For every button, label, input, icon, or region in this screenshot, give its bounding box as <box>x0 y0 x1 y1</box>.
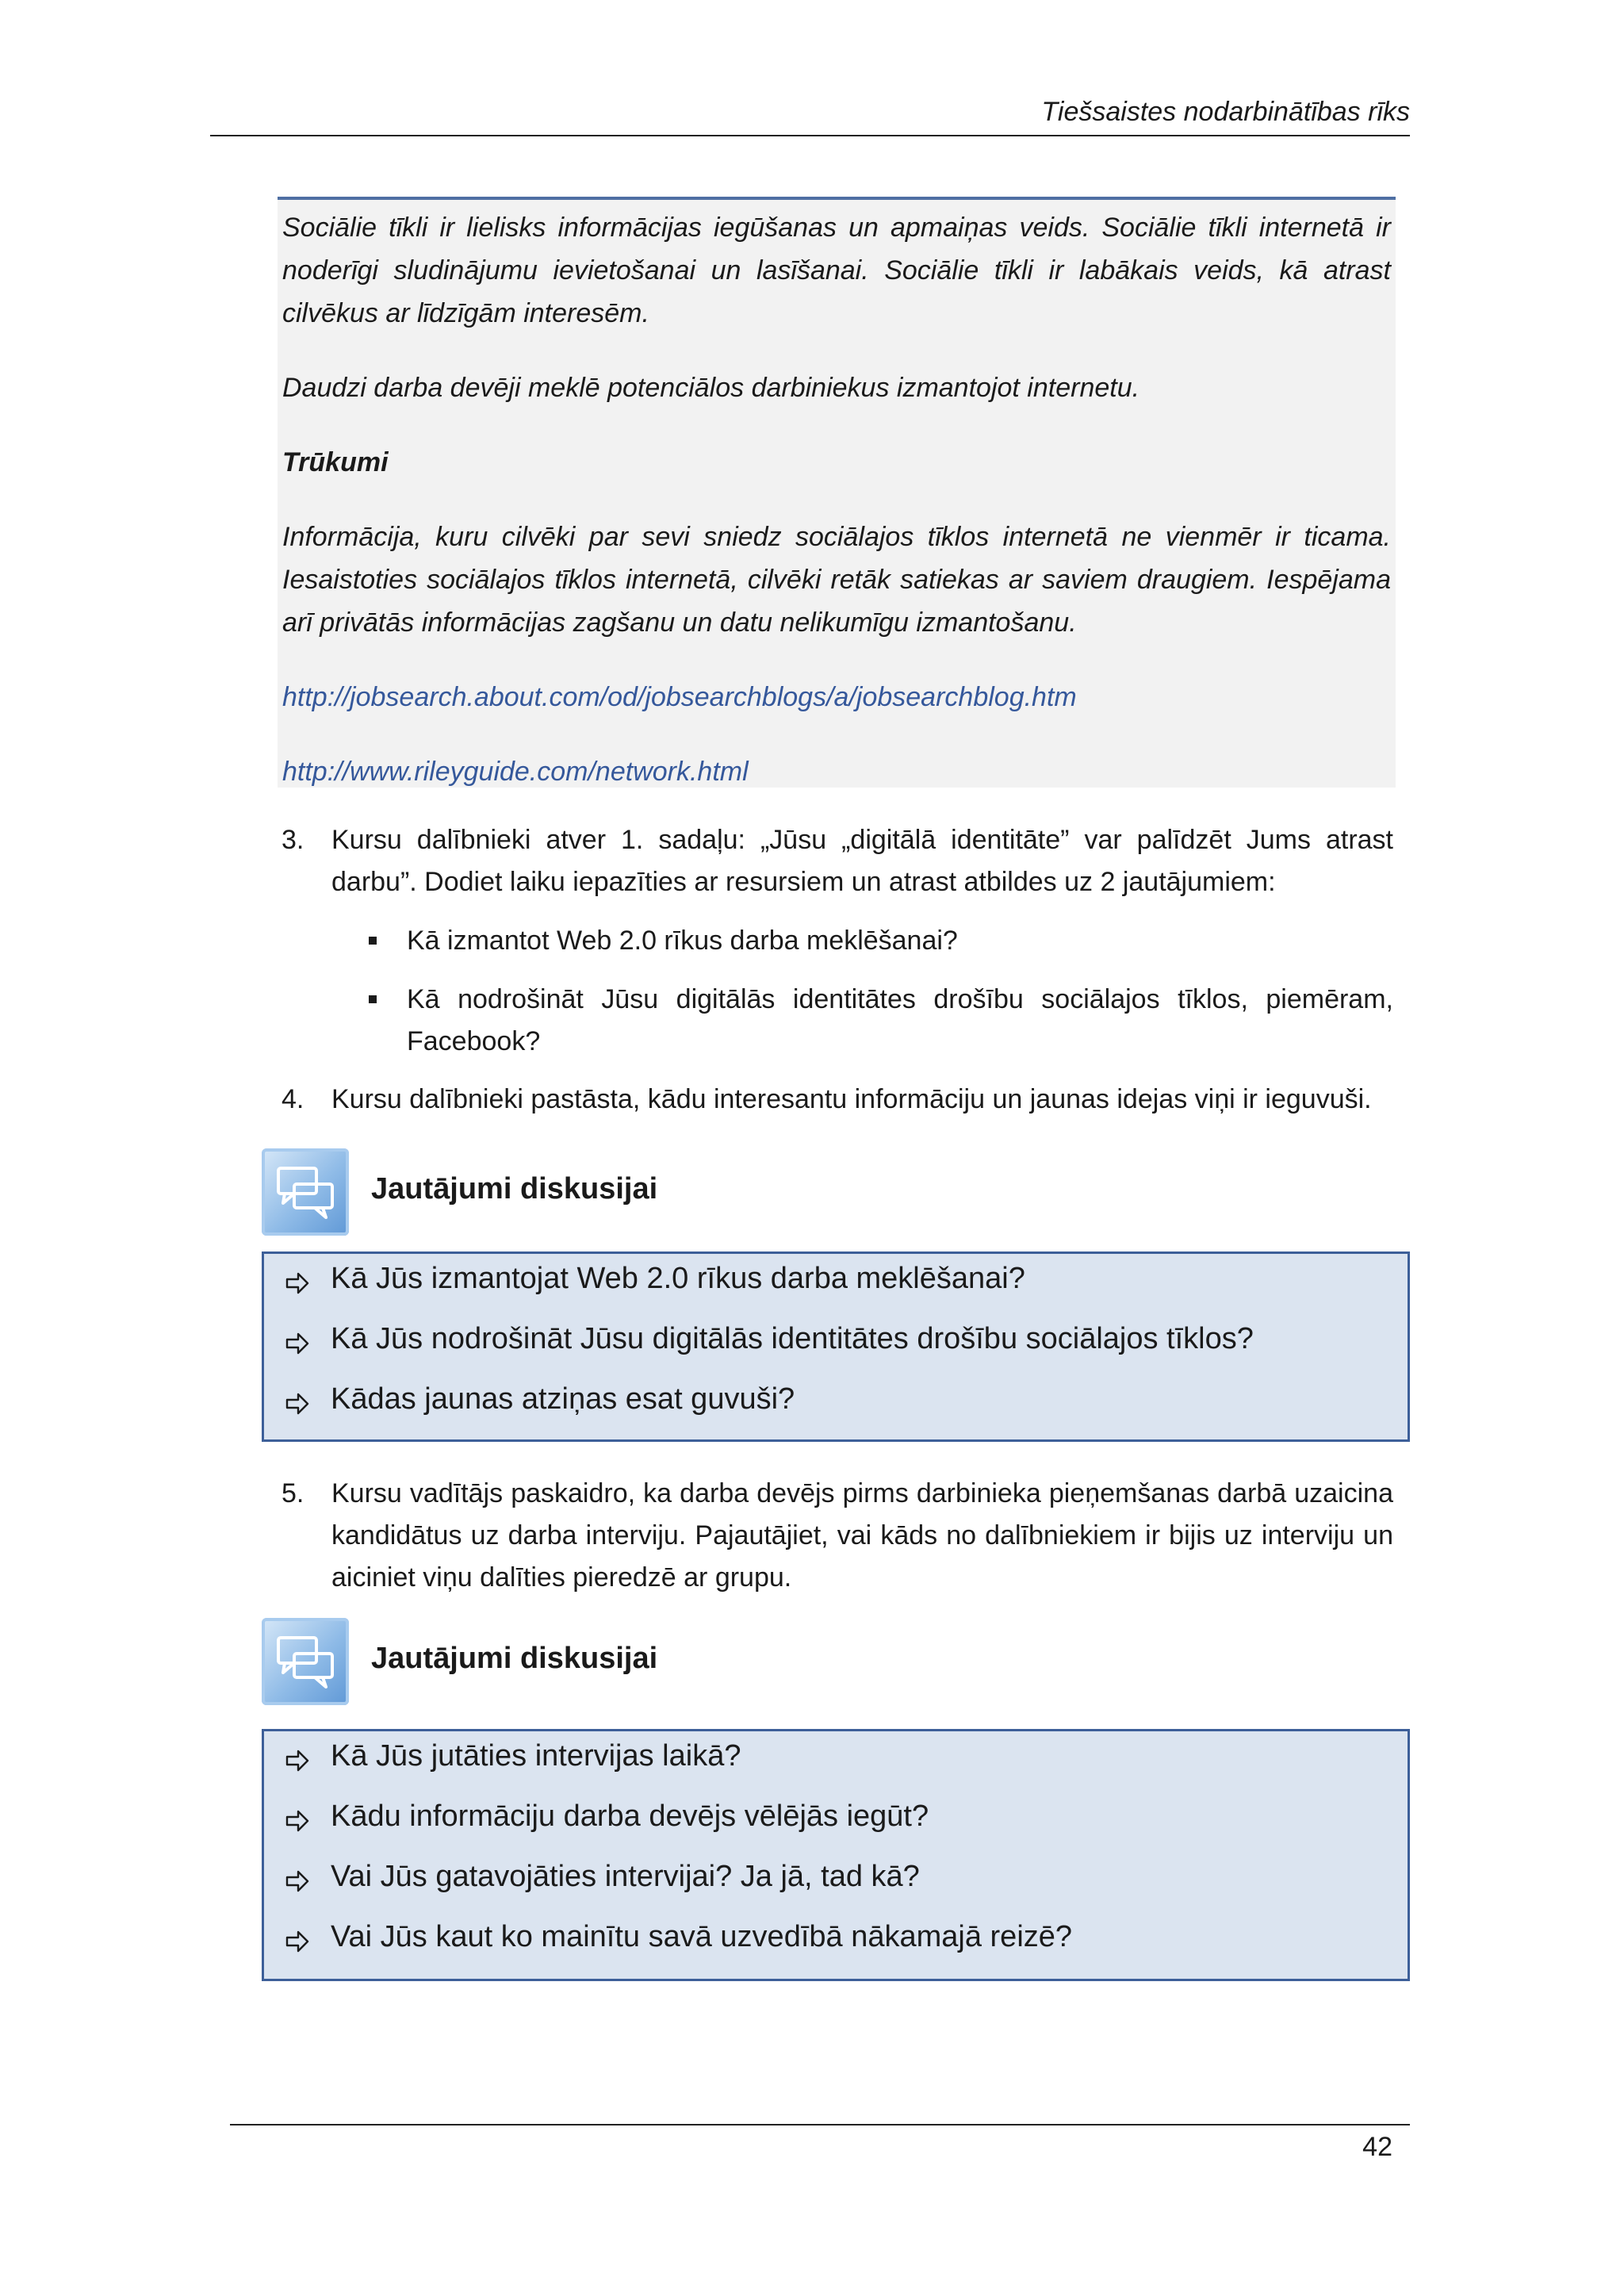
bullet-square-icon <box>369 995 377 1003</box>
speech-bubbles-icon <box>262 1618 349 1705</box>
list-item-4 <box>282 1079 1393 1121</box>
bullet-text: Kā izmantot Web 2.0 rīkus darba meklēšanai? <box>407 926 958 956</box>
arrow-right-icon <box>285 1271 310 1295</box>
question-text: Kā Jūs jutāties intervijas laikā? <box>331 1739 741 1773</box>
question-item <box>264 1314 1408 1374</box>
bullet-text: Kā nodrošināt Jūsu digitālās identitātes drošību sociālajos tīklos, piemēram, Facebook? <box>407 984 1393 1056</box>
question-box-1 <box>262 1251 1410 1442</box>
question-item <box>264 1254 1408 1314</box>
quote-box <box>278 197 1396 788</box>
question-item <box>264 1731 1408 1792</box>
arrow-right-icon <box>285 1930 310 1953</box>
discussion-title: Jautājumi diskusijai <box>371 1172 658 1205</box>
question-text: Vai Jūs gatavojāties intervijai? Ja jā, tad kā? <box>331 1860 920 1893</box>
running-header: Tiešsaistes nodarbinātības rīks <box>1041 97 1410 127</box>
speech-bubbles-icon <box>262 1148 349 1236</box>
header-divider <box>210 135 1410 136</box>
arrow-right-icon <box>285 1869 310 1893</box>
list-number: 4. <box>282 1084 304 1114</box>
bullet-item <box>369 979 1393 1063</box>
quote-paragraph-1: Sociālie tīkli ir lielisks informācijas iegūšanas un apmaiņas veids. Sociālie tīkli internetā ir noderīgi sludinājumu ievietošanai un lasīšanai. Sociālie tīkli ir labākais veids, kā atrast cilvēkus ar līdzīgām interesēm. <box>282 213 1391 328</box>
arrow-right-icon <box>285 1749 310 1773</box>
question-item <box>264 1374 1408 1435</box>
quote-heading: Trūkumi <box>282 447 389 477</box>
list-item-5 <box>282 1473 1393 1599</box>
quote-paragraph-2: Daudzi darba devēji meklē potenciālos darbiniekus izmantojot internetu. <box>282 373 1140 403</box>
list-text: Kursu dalībnieki pastāsta, kādu interesantu informāciju un jaunas idejas viņi ir ieguvuši. <box>331 1084 1372 1114</box>
footer-divider <box>230 2124 1410 2125</box>
question-item <box>264 1792 1408 1852</box>
list-text: Kursu vadītājs paskaidro, ka darba devējs pirms darbinieka pieņemšanas darbā uzaicina kandidātus uz darba interviju. Pajautājiet, vai kāds no dalībniekiem ir bijis uz interviju un aiciniet viņu dalīties pieredzē ar grupu. <box>331 1478 1393 1593</box>
arrow-right-icon <box>285 1809 310 1833</box>
question-item <box>264 1852 1408 1912</box>
bullet-item <box>369 920 1393 962</box>
list-number: 3. <box>282 825 304 855</box>
discussion-header-1 <box>262 1148 975 1236</box>
link-rileyguide[interactable]: http://www.rileyguide.com/network.html <box>282 757 749 787</box>
bullet-square-icon <box>369 937 377 945</box>
question-text: Kādu informāciju darba devējs vēlējās iegūt? <box>331 1800 929 1833</box>
discussion-header-2 <box>262 1618 975 1705</box>
question-text: Kā Jūs nodrošināt Jūsu digitālās identitātes drošību sociālajos tīklos? <box>331 1322 1254 1355</box>
page-number: 42 <box>1362 2132 1392 2162</box>
discussion-title: Jautājumi diskusijai <box>371 1642 658 1675</box>
arrow-right-icon <box>285 1392 310 1416</box>
arrow-right-icon <box>285 1332 310 1355</box>
question-box-2 <box>262 1729 1410 1981</box>
question-item <box>264 1912 1408 1972</box>
question-text: Kā Jūs izmantojat Web 2.0 rīkus darba meklēšanai? <box>331 1262 1025 1295</box>
list-text: Kursu dalībnieki atver 1. sadaļu: „Jūsu „digitālā identitāte” var palīdzēt Jums atrast darbu”. Dodiet laiku iepazīties ar resursiem un atrast atbildes uz 2 jautājumiem: <box>331 825 1393 897</box>
link-jobsearch[interactable]: http://jobsearch.about.com/od/jobsearchblogs/a/jobsearchblog.htm <box>282 682 1077 712</box>
question-text: Vai Jūs kaut ko mainītu savā uzvedībā nākamajā reizē? <box>331 1920 1073 1953</box>
list-number: 5. <box>282 1478 304 1508</box>
question-text: Kādas jaunas atziņas esat guvuši? <box>331 1382 795 1416</box>
list-item-3 <box>282 819 1393 903</box>
quote-paragraph-3: Informācija, kuru cilvēki par sevi sniedz sociālajos tīklos internetā ne vienmēr ir ticama. Iesaistoties sociālajos tīklos internetā, cilvēki retāk satiekas ar saviem draugiem. Iespējama arī privātās informācijas zagšanu un datu nelikumīgu izmantošanu. <box>282 522 1391 638</box>
